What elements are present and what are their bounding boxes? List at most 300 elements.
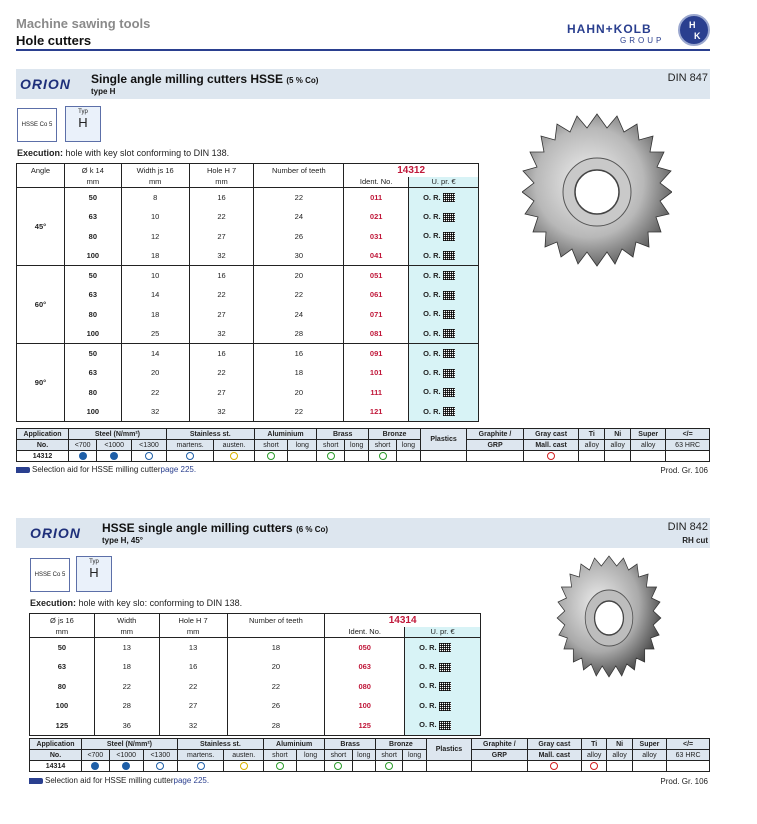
section1-title-note: (5 % Co) bbox=[286, 76, 319, 85]
table-row bbox=[17, 246, 479, 266]
teeth-cell: 30 bbox=[254, 246, 344, 266]
ident-cell: 125 bbox=[325, 716, 405, 736]
diameter-cell: 63 bbox=[64, 285, 121, 305]
price-text: O. R. bbox=[423, 309, 441, 319]
s2-sub: short bbox=[325, 750, 352, 761]
diameter-cell: 50 bbox=[30, 638, 95, 658]
s2-sub: alloy bbox=[607, 750, 632, 761]
price-text: O. R. bbox=[423, 406, 441, 416]
diameter-cell: 80 bbox=[64, 383, 121, 403]
ident-cell: 050 bbox=[325, 638, 405, 658]
section2-typ-label: Typ bbox=[89, 559, 99, 565]
hole-cell: 13 bbox=[159, 638, 227, 658]
suitability-dot-icon bbox=[230, 452, 238, 460]
s2-col-teeth: Number of teeth bbox=[227, 614, 325, 627]
brand-mark-h: H bbox=[689, 20, 696, 30]
width-cell: 22 bbox=[121, 383, 189, 403]
ident-cell: 041 bbox=[344, 246, 409, 266]
teeth-cell: 28 bbox=[227, 716, 325, 736]
qr-price-icon bbox=[443, 271, 455, 280]
s1-app-ti: Ti bbox=[579, 429, 605, 440]
price-text: O. R. bbox=[419, 642, 437, 652]
s1-col-diameter: Ø k 14 bbox=[64, 164, 121, 177]
price-cell bbox=[409, 383, 479, 403]
width-cell: 22 bbox=[94, 677, 159, 697]
width-cell: 12 bbox=[121, 227, 189, 247]
price-cell bbox=[405, 716, 481, 736]
section1-title bbox=[91, 72, 318, 86]
hole-cell: 27 bbox=[159, 696, 227, 716]
qr-price-icon bbox=[443, 193, 455, 202]
diameter-cell: 100 bbox=[64, 402, 121, 422]
s2-selection-link[interactable]: page 225. bbox=[173, 776, 210, 785]
section2-brand-logo: ORION bbox=[30, 525, 81, 541]
qr-price-icon bbox=[443, 251, 455, 260]
price-text: O. R. bbox=[423, 211, 441, 221]
s1-app-steel: Steel (N/mm²) bbox=[69, 429, 167, 440]
s2-app-brass: Brass bbox=[325, 739, 376, 750]
qr-price-icon bbox=[439, 643, 451, 652]
s2-col-hole: Hole H 7 bbox=[159, 614, 227, 627]
section1-type: type H bbox=[91, 87, 116, 96]
section2-type-box bbox=[76, 556, 112, 592]
qr-price-icon bbox=[443, 213, 455, 222]
hole-cell: 27 bbox=[189, 383, 254, 403]
section2-title bbox=[102, 521, 328, 535]
s1-col-width: Width js 16 bbox=[121, 164, 189, 177]
ident-cell: 011 bbox=[344, 188, 409, 208]
width-cell: 14 bbox=[121, 344, 189, 364]
table-row bbox=[17, 207, 479, 227]
s2-sub: alloy bbox=[632, 750, 666, 761]
qr-price-icon bbox=[443, 407, 455, 416]
section2-application-table bbox=[29, 738, 710, 772]
teeth-cell: 20 bbox=[227, 657, 325, 677]
section1-execution-text: hole with key slot conforming to DIN 138. bbox=[65, 148, 230, 158]
section1-brand-logo: ORION bbox=[20, 76, 71, 92]
s1-app-aluminium: Aluminium bbox=[254, 429, 317, 440]
s1-sub: austen. bbox=[214, 440, 254, 451]
suitability-dot-icon bbox=[145, 452, 153, 460]
section1-material-badge: HSSE Co 5 bbox=[17, 108, 57, 142]
s2-app-graphite: Graphite / bbox=[472, 739, 528, 750]
s1-sub: <1300 bbox=[132, 440, 167, 451]
milling-cutter-image-icon bbox=[545, 548, 675, 688]
qr-price-icon bbox=[443, 329, 455, 338]
header-rule bbox=[16, 49, 710, 51]
s1-sub: <700 bbox=[69, 440, 97, 451]
qr-price-icon bbox=[439, 663, 451, 672]
diameter-cell: 100 bbox=[30, 696, 95, 716]
suitability-dot-icon bbox=[186, 452, 194, 460]
price-cell bbox=[409, 266, 479, 286]
price-cell bbox=[409, 305, 479, 325]
table-row bbox=[30, 638, 481, 658]
suitability-dot-icon bbox=[379, 452, 387, 460]
qr-price-icon bbox=[443, 349, 455, 358]
teeth-cell: 26 bbox=[254, 227, 344, 247]
s2-app-aluminium: Aluminium bbox=[263, 739, 324, 750]
s1-sub: martens. bbox=[166, 440, 214, 451]
s1-app-super: Super bbox=[631, 429, 666, 440]
s2-col-code: 14314 bbox=[325, 614, 481, 627]
section2-selection-aid bbox=[29, 776, 209, 785]
ident-cell: 031 bbox=[344, 227, 409, 247]
price-cell bbox=[409, 363, 479, 383]
qr-price-icon bbox=[439, 721, 451, 730]
s2-sub: 63 HRC bbox=[667, 750, 710, 761]
price-text: O. R. bbox=[423, 270, 441, 280]
s1-ident-label: Ident. No. bbox=[344, 177, 409, 188]
s2-sub: alloy bbox=[581, 750, 606, 761]
price-text: O. R. bbox=[423, 250, 441, 260]
s1-sub: short bbox=[317, 440, 345, 451]
section1-selection-aid bbox=[16, 465, 196, 474]
qr-price-icon bbox=[443, 388, 455, 397]
table-row bbox=[17, 227, 479, 247]
section1-execution-label: Execution: bbox=[17, 148, 64, 158]
table-row bbox=[17, 305, 479, 325]
width-cell: 13 bbox=[94, 638, 159, 658]
hole-cell: 16 bbox=[189, 344, 254, 364]
s1-app-brass: Brass bbox=[317, 429, 369, 440]
qr-price-icon bbox=[443, 232, 455, 241]
s1-sub: long bbox=[345, 440, 369, 451]
suitability-dot-icon bbox=[156, 762, 164, 770]
arrow-left-icon bbox=[16, 467, 30, 473]
s2-sub: short bbox=[263, 750, 296, 761]
price-cell bbox=[409, 188, 479, 208]
s2-sub: <1300 bbox=[143, 750, 177, 761]
s1-app-ni: Ni bbox=[605, 429, 631, 440]
teeth-cell: 16 bbox=[254, 344, 344, 364]
section1-typ-value: H bbox=[78, 115, 88, 130]
s2-app-no: No. bbox=[30, 750, 82, 761]
section2-execution bbox=[30, 598, 242, 608]
section2-execution-text: hole with key slo: conforming to DIN 138. bbox=[78, 598, 243, 608]
teeth-cell: 24 bbox=[254, 207, 344, 227]
table-row bbox=[17, 344, 479, 364]
s2-price-label: U. pr. € bbox=[405, 627, 481, 638]
hole-cell: 27 bbox=[189, 227, 254, 247]
suitability-dot-icon bbox=[122, 762, 130, 770]
diameter-cell: 50 bbox=[64, 266, 121, 286]
table-row bbox=[30, 696, 481, 716]
suitability-dot-icon bbox=[110, 452, 118, 460]
arrow-left-icon bbox=[29, 778, 43, 784]
s1-unit-h: mm bbox=[189, 177, 254, 188]
brand-mark-k: K bbox=[694, 31, 701, 41]
s1-col-angle: Angle bbox=[17, 164, 65, 177]
s2-app-hrc: </= bbox=[667, 739, 710, 750]
qr-price-icon bbox=[439, 682, 451, 691]
s1-col-hole: Hole H 7 bbox=[189, 164, 254, 177]
width-cell: 18 bbox=[121, 246, 189, 266]
section1-execution bbox=[17, 148, 229, 158]
s1-app-plastics: Plastics bbox=[420, 429, 466, 451]
diameter-cell: 63 bbox=[30, 657, 95, 677]
s2-sub: <1000 bbox=[109, 750, 143, 761]
s1-sub: short bbox=[369, 440, 397, 451]
s1-sub: Mall. cast bbox=[523, 440, 578, 451]
s2-app-super: Super bbox=[632, 739, 666, 750]
suitability-dot-icon bbox=[240, 762, 248, 770]
hole-cell: 16 bbox=[189, 188, 254, 208]
section2-execution-label: Execution: bbox=[30, 598, 77, 608]
section2-prod-group: Prod. Gr. 106 bbox=[660, 777, 708, 786]
teeth-cell: 22 bbox=[254, 285, 344, 305]
section1-data-table bbox=[16, 163, 479, 422]
diameter-cell: 80 bbox=[64, 305, 121, 325]
s2-app-ni: Ni bbox=[607, 739, 632, 750]
s1-app-hrc: </= bbox=[666, 429, 710, 440]
width-cell: 8 bbox=[121, 188, 189, 208]
s1-sub: long bbox=[396, 440, 420, 451]
hahn-kolb-logo-icon bbox=[678, 14, 710, 46]
s1-sub: GRP bbox=[467, 440, 524, 451]
price-cell bbox=[405, 677, 481, 697]
width-cell: 10 bbox=[121, 266, 189, 286]
width-cell: 32 bbox=[121, 402, 189, 422]
ident-cell: 101 bbox=[344, 363, 409, 383]
ident-cell: 100 bbox=[325, 696, 405, 716]
s2-app-graycast: Gray cast bbox=[527, 739, 581, 750]
section2-typ-value: H bbox=[89, 565, 99, 580]
width-cell: 20 bbox=[121, 363, 189, 383]
s2-app-steel: Steel (N/mm²) bbox=[82, 739, 178, 750]
suitability-dot-icon bbox=[547, 452, 555, 460]
s2-app-bronze: Bronze bbox=[376, 739, 427, 750]
section2-material-badge: HSSE Co 5 bbox=[30, 558, 70, 592]
width-cell: 18 bbox=[94, 657, 159, 677]
s1-sub: long bbox=[288, 440, 317, 451]
teeth-cell: 20 bbox=[254, 383, 344, 403]
suitability-dot-icon bbox=[590, 762, 598, 770]
qr-price-icon bbox=[439, 702, 451, 711]
s1-app-graphite: Graphite / bbox=[467, 429, 524, 440]
s2-sub: long bbox=[352, 750, 375, 761]
diameter-cell: 80 bbox=[30, 677, 95, 697]
s1-selection-text: Selection aid for HSSE milling cutter bbox=[32, 465, 161, 474]
table-row bbox=[17, 402, 479, 422]
price-cell bbox=[405, 696, 481, 716]
s1-app-head: Application bbox=[17, 429, 69, 440]
table-row bbox=[17, 324, 479, 344]
hole-cell: 22 bbox=[189, 363, 254, 383]
suitability-dot-icon bbox=[267, 452, 275, 460]
s2-sub: Mall. cast bbox=[527, 750, 581, 761]
price-cell bbox=[409, 402, 479, 422]
section1-typ-label: Typ bbox=[78, 109, 88, 115]
section2-title-note: (6 % Co) bbox=[296, 525, 329, 534]
diameter-cell: 125 bbox=[30, 716, 95, 736]
ident-cell: 081 bbox=[344, 324, 409, 344]
hole-cell: 22 bbox=[159, 677, 227, 697]
diameter-cell: 100 bbox=[64, 246, 121, 266]
width-cell: 14 bbox=[121, 285, 189, 305]
s2-app-code: 14314 bbox=[30, 761, 82, 772]
diameter-cell: 63 bbox=[64, 363, 121, 383]
table-row bbox=[30, 716, 481, 736]
s1-app-bronze: Bronze bbox=[369, 429, 421, 440]
angle-cell: 60° bbox=[17, 266, 65, 344]
price-text: O. R. bbox=[423, 192, 441, 202]
price-text: O. R. bbox=[423, 289, 441, 299]
brand-group: GROUP bbox=[620, 36, 665, 45]
price-cell bbox=[409, 285, 479, 305]
qr-price-icon bbox=[443, 369, 455, 378]
ident-cell: 121 bbox=[344, 402, 409, 422]
price-text: O. R. bbox=[423, 328, 441, 338]
s2-unit-h: mm bbox=[159, 627, 227, 638]
ident-cell: 051 bbox=[344, 266, 409, 286]
s1-col-code: 14312 bbox=[344, 164, 479, 177]
qr-price-icon bbox=[443, 310, 455, 319]
s1-app-code: 14312 bbox=[17, 451, 69, 462]
suitability-dot-icon bbox=[91, 762, 99, 770]
price-cell bbox=[409, 207, 479, 227]
price-text: O. R. bbox=[423, 367, 441, 377]
s2-col-width: Width bbox=[94, 614, 159, 627]
s2-sub: martens. bbox=[177, 750, 224, 761]
suitability-dot-icon bbox=[550, 762, 558, 770]
suitability-dot-icon bbox=[334, 762, 342, 770]
price-text: O. R. bbox=[419, 681, 437, 691]
catalog-category: Machine sawing tools bbox=[16, 16, 151, 31]
s1-sub: 63 HRC bbox=[666, 440, 710, 451]
s2-sub: long bbox=[296, 750, 324, 761]
s2-sub: GRP bbox=[472, 750, 528, 761]
suitability-dot-icon bbox=[385, 762, 393, 770]
teeth-cell: 22 bbox=[227, 677, 325, 697]
s1-selection-link[interactable]: page 225. bbox=[160, 465, 197, 474]
table-row bbox=[17, 188, 479, 208]
teeth-cell: 28 bbox=[254, 324, 344, 344]
s1-unit-d: mm bbox=[64, 177, 121, 188]
s2-app-head: Application bbox=[30, 739, 82, 750]
width-cell: 18 bbox=[121, 305, 189, 325]
s1-unit-w: mm bbox=[121, 177, 189, 188]
price-cell bbox=[409, 344, 479, 364]
ident-cell: 021 bbox=[344, 207, 409, 227]
price-text: O. R. bbox=[419, 720, 437, 730]
hole-cell: 27 bbox=[189, 305, 254, 325]
catalog-subcategory: Hole cutters bbox=[16, 33, 92, 48]
table-row bbox=[17, 383, 479, 403]
s1-sub: short bbox=[254, 440, 288, 451]
teeth-cell: 18 bbox=[227, 638, 325, 658]
suitability-dot-icon bbox=[276, 762, 284, 770]
hole-cell: 16 bbox=[159, 657, 227, 677]
brand-name: HAHN+KOLB bbox=[567, 22, 652, 36]
section2-title-text: HSSE single angle milling cutters bbox=[102, 521, 293, 535]
hole-cell: 22 bbox=[189, 207, 254, 227]
teeth-cell: 18 bbox=[254, 363, 344, 383]
section1-application-table bbox=[16, 428, 710, 462]
angle-cell: 45° bbox=[17, 188, 65, 266]
s2-app-plastics: Plastics bbox=[426, 739, 471, 761]
table-row bbox=[17, 285, 479, 305]
ident-cell: 080 bbox=[325, 677, 405, 697]
s2-unit-w: mm bbox=[94, 627, 159, 638]
s2-unit-d: mm bbox=[30, 627, 95, 638]
price-cell bbox=[409, 246, 479, 266]
s1-price-label: U. pr. € bbox=[409, 177, 479, 188]
hole-cell: 32 bbox=[189, 402, 254, 422]
ident-cell: 061 bbox=[344, 285, 409, 305]
diameter-cell: 100 bbox=[64, 324, 121, 344]
diameter-cell: 63 bbox=[64, 207, 121, 227]
width-cell: 36 bbox=[94, 716, 159, 736]
s2-selection-text: Selection aid for HSSE milling cutter bbox=[45, 776, 174, 785]
s2-ident-label: Ident. No. bbox=[325, 627, 405, 638]
diameter-cell: 50 bbox=[64, 344, 121, 364]
s2-sub: short bbox=[376, 750, 403, 761]
width-cell: 28 bbox=[94, 696, 159, 716]
s1-app-stainless: Stainless st. bbox=[166, 429, 254, 440]
ident-cell: 063 bbox=[325, 657, 405, 677]
price-text: O. R. bbox=[423, 348, 441, 358]
hole-cell: 32 bbox=[159, 716, 227, 736]
table-row bbox=[17, 363, 479, 383]
s2-col-diameter: Ø js 16 bbox=[30, 614, 95, 627]
hole-cell: 32 bbox=[189, 324, 254, 344]
s2-app-ti: Ti bbox=[581, 739, 606, 750]
s2-sub: <700 bbox=[82, 750, 110, 761]
hole-cell: 32 bbox=[189, 246, 254, 266]
teeth-cell: 26 bbox=[227, 696, 325, 716]
s1-sub: alloy bbox=[605, 440, 631, 451]
width-cell: 25 bbox=[121, 324, 189, 344]
s1-sub: <1000 bbox=[97, 440, 132, 451]
suitability-dot-icon bbox=[79, 452, 87, 460]
teeth-cell: 20 bbox=[254, 266, 344, 286]
table-row bbox=[30, 677, 481, 697]
width-cell: 10 bbox=[121, 207, 189, 227]
section2-rh-cut: RH cut bbox=[682, 536, 708, 545]
teeth-cell: 22 bbox=[254, 402, 344, 422]
price-cell bbox=[405, 638, 481, 658]
section2-din: DIN 842 bbox=[667, 521, 708, 533]
s2-app-stainless: Stainless st. bbox=[177, 739, 263, 750]
s1-sub: alloy bbox=[631, 440, 666, 451]
table-row bbox=[17, 266, 479, 286]
section1-type-box bbox=[65, 106, 101, 142]
ident-cell: 091 bbox=[344, 344, 409, 364]
section2-type: type H, 45° bbox=[102, 536, 143, 545]
s1-app-graycast: Gray cast bbox=[523, 429, 578, 440]
suitability-dot-icon bbox=[197, 762, 205, 770]
section2-data-table bbox=[29, 613, 481, 736]
s2-sub: austen. bbox=[224, 750, 264, 761]
ident-cell: 111 bbox=[344, 383, 409, 403]
diameter-cell: 80 bbox=[64, 227, 121, 247]
s2-sub: long bbox=[403, 750, 426, 761]
table-row bbox=[30, 657, 481, 677]
milling-cutter-image-icon bbox=[522, 100, 672, 280]
s1-col-teeth: Number of teeth bbox=[254, 164, 344, 177]
diameter-cell: 50 bbox=[64, 188, 121, 208]
suitability-dot-icon bbox=[327, 452, 335, 460]
price-text: O. R. bbox=[423, 231, 441, 241]
qr-price-icon bbox=[443, 291, 455, 300]
s1-sub: alloy bbox=[579, 440, 605, 451]
ident-cell: 071 bbox=[344, 305, 409, 325]
angle-cell: 90° bbox=[17, 344, 65, 422]
s1-app-no: No. bbox=[17, 440, 69, 451]
price-text: O. R. bbox=[423, 387, 441, 397]
section1-title-text: Single angle milling cutters HSSE bbox=[91, 72, 284, 86]
